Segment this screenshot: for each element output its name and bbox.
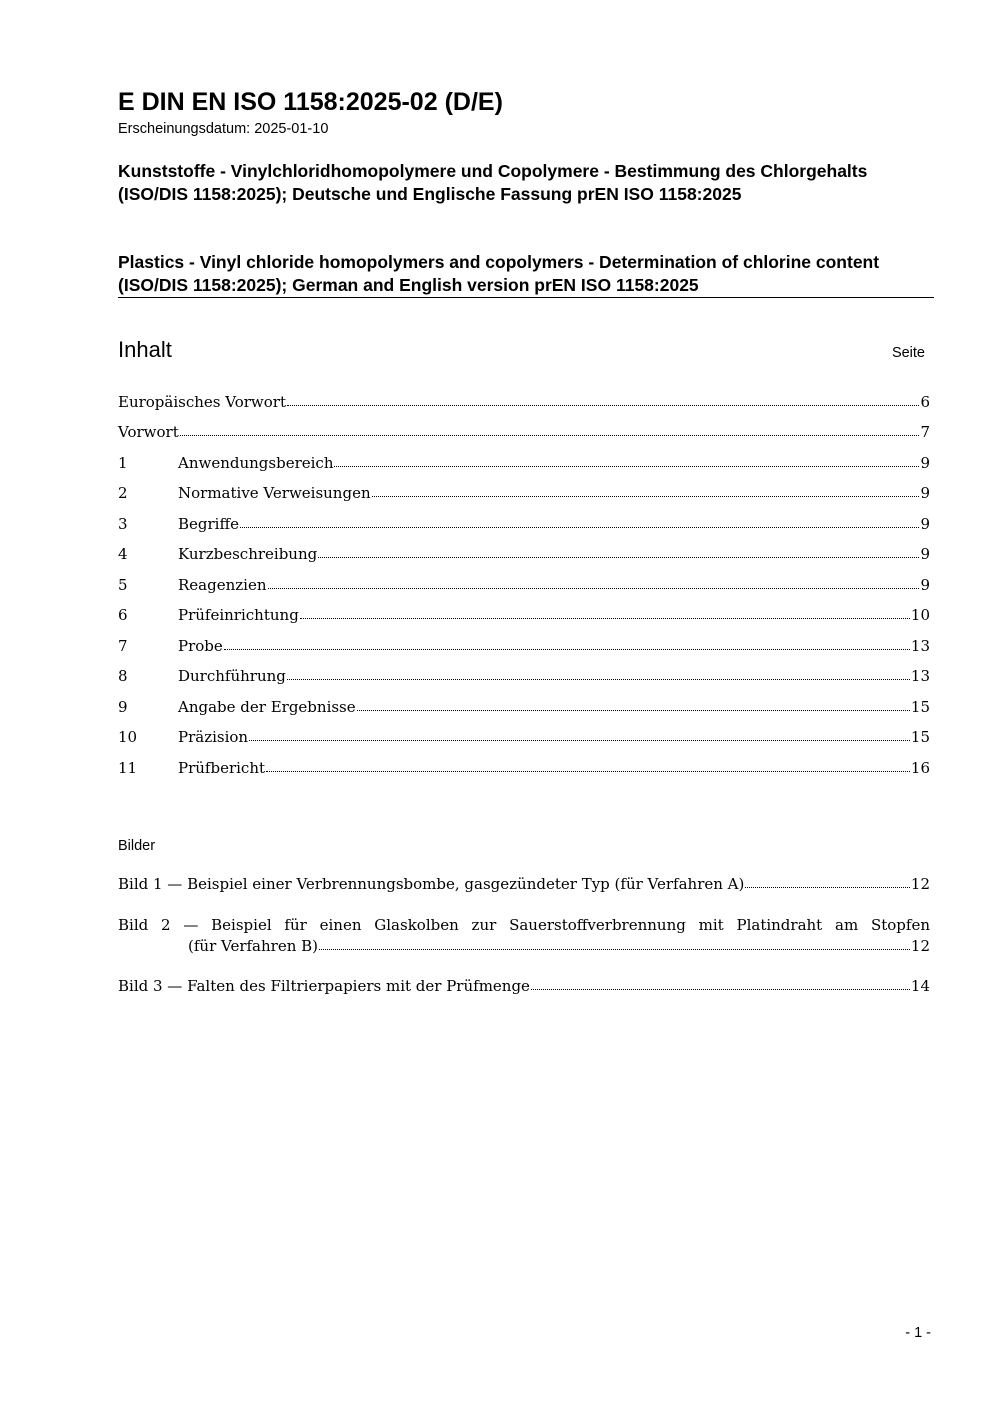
toc-entry-title: Kurzbeschreibung [178, 545, 318, 563]
figure-entry-3[interactable] [118, 977, 930, 998]
toc-entry-page: 7 [920, 423, 930, 441]
figure-entry-2[interactable] [118, 916, 930, 958]
dot-leader [372, 496, 920, 497]
toc-entry-title: Angabe der Ergebnisse [178, 698, 356, 716]
figure-entry-page: 14 [910, 977, 930, 995]
toc-entry-title: Probe [178, 637, 223, 655]
dot-leader [318, 557, 919, 558]
toc-entry-page: 9 [920, 454, 930, 472]
figure-entry-page: 12 [910, 937, 930, 955]
toc-entry-page: 9 [920, 484, 930, 502]
toc-entry-number: 8 [118, 667, 128, 685]
document-id: E DIN EN ISO 1158:2025-02 (D/E) [118, 88, 503, 116]
toc-entry-page: 10 [910, 606, 930, 624]
dot-leader [287, 679, 910, 680]
toc-entry-page: 15 [910, 728, 930, 746]
toc-entry-title: Durchführung [178, 667, 286, 685]
toc-entry-number: 3 [118, 515, 128, 533]
publication-date: Erscheinungsdatum: 2025-01-10 [118, 121, 329, 137]
toc-entry-3[interactable] [118, 515, 930, 537]
page-number: - 1 - [905, 1325, 931, 1341]
toc-entry-2[interactable] [118, 484, 930, 506]
toc-page-column-label: Seite [891, 345, 925, 361]
figure-entry-1[interactable] [118, 875, 930, 896]
figure-entry-title: Bild 1 — Beispiel einer Verbrennungsbombe, gasgezündeter Typ (für Verfahren A) [118, 875, 745, 893]
toc-entry-number: 1 [118, 454, 128, 472]
toc-entry-number: 4 [118, 545, 128, 563]
toc-entry-4[interactable] [118, 545, 930, 567]
dot-leader [745, 887, 910, 888]
toc-entry-number: 2 [118, 484, 128, 502]
toc-entry-page: 9 [920, 515, 930, 533]
toc-entry-number: 7 [118, 637, 128, 655]
toc-entry-page: 13 [910, 667, 930, 685]
toc-entry-page: 16 [910, 759, 930, 777]
toc-entry-11[interactable] [118, 759, 930, 781]
toc-entry-6[interactable] [118, 606, 930, 628]
toc-entry-title: Prüfbericht [178, 759, 266, 777]
toc-entry-number: 5 [118, 576, 128, 594]
figures-heading: Bilder [118, 838, 156, 854]
toc-entry-page: 13 [910, 637, 930, 655]
dot-leader [334, 466, 919, 467]
figure-entry-title-continued: (für Verfahren B) [188, 937, 319, 955]
dot-leader [357, 710, 910, 711]
toc-entry-7[interactable] [118, 637, 930, 659]
dot-leader [268, 588, 920, 589]
toc-entry-number: 10 [118, 728, 138, 746]
toc-entry-title: Europäisches Vorwort [118, 393, 286, 411]
toc-entry-page: 15 [910, 698, 930, 716]
toc-entry-title: Präzision [178, 728, 249, 746]
figure-entry-title: Bild 3 — Falten des Filtrierpapiers mit der Prüfmenge [118, 977, 530, 995]
toc-entry-european-foreword[interactable] [118, 393, 930, 415]
figure-entry-title: Bild 2 — Beispiel für einen Glaskolben zur Sauerstoffverbrennung mit Platindraht am Stopfen [118, 916, 930, 934]
toc-entry-title: Normative Verweisungen [178, 484, 371, 502]
toc-entry-title: Vorwort [118, 423, 179, 441]
toc-entry-title: Prüfeinrichtung [178, 606, 299, 624]
dot-leader [300, 618, 910, 619]
dot-leader [224, 649, 910, 650]
toc-entry-number: 9 [118, 698, 128, 716]
toc-entry-1[interactable] [118, 454, 930, 476]
toc-entry-5[interactable] [118, 576, 930, 598]
toc-entry-page: 6 [920, 393, 930, 411]
toc-entry-title: Anwendungsbereich [178, 454, 334, 472]
dot-leader [180, 435, 920, 436]
dot-leader [287, 405, 919, 406]
dot-leader [240, 527, 919, 528]
toc-entry-page: 9 [920, 545, 930, 563]
figure-entry-page: 12 [910, 875, 930, 893]
title-english: Plastics - Vinyl chloride homopolymers and copolymers - Determination of chlorine content (ISO/DIS 1158:2025); German and English version prEN ISO 1158:2025 [118, 252, 880, 295]
dot-leader [266, 771, 910, 772]
title-divider [118, 297, 934, 298]
dot-leader [319, 949, 910, 950]
toc-entry-number: 6 [118, 606, 128, 624]
toc-entry-foreword[interactable] [118, 423, 930, 445]
toc-entry-number: 11 [118, 759, 138, 777]
dot-leader [249, 740, 910, 741]
toc-entry-title: Reagenzien [178, 576, 267, 594]
toc-entry-9[interactable] [118, 698, 930, 720]
toc-entry-page: 9 [920, 576, 930, 594]
toc-entry-title: Begriffe [178, 515, 240, 533]
toc-entry-8[interactable] [118, 667, 930, 689]
toc-entry-10[interactable] [118, 728, 930, 750]
dot-leader [531, 989, 910, 990]
title-german: Kunststoffe - Vinylchloridhomopolymere und Copolymere - Bestimmung des Chlorgehalts (ISO/DIS 1158:2025); Deutsche und Englische Fassung prEN ISO 1158:2025 [118, 161, 868, 204]
toc-heading: Inhalt [118, 337, 172, 362]
